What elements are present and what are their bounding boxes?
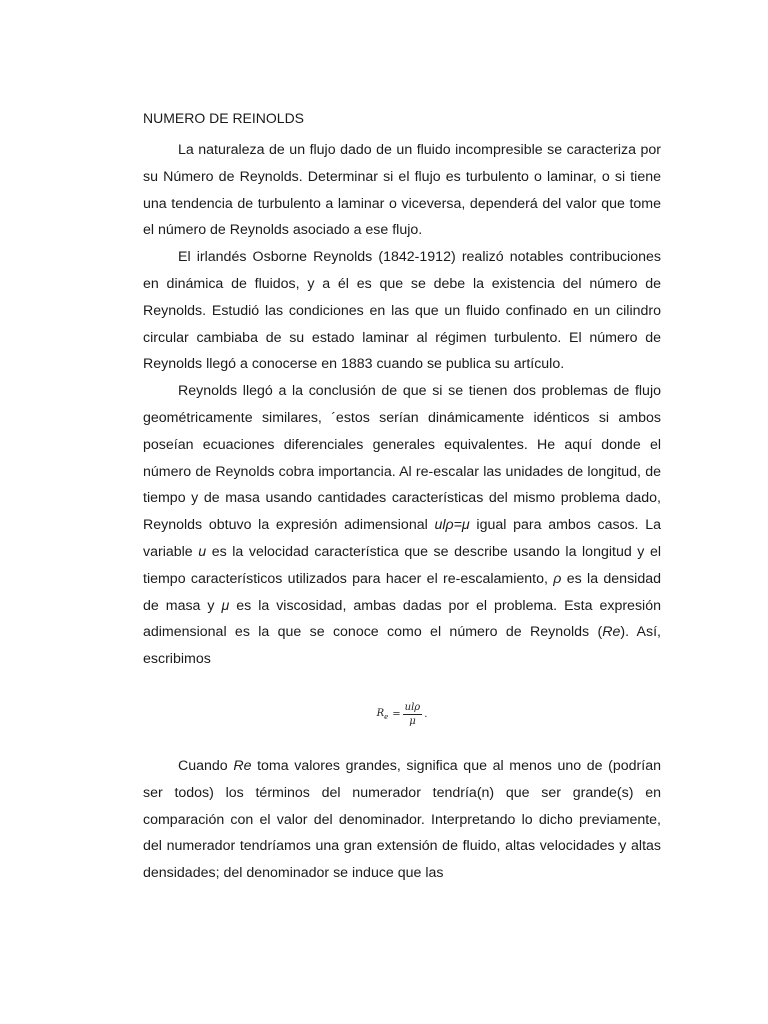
paragraph-3-text-6: ). Así, escribimos [143,624,662,668]
variable-u: u [198,543,207,560]
paragraph-3 [143,378,661,673]
paragraph-3-text-4: es la densidad de masa y [143,570,661,614]
variable-re: Re [602,624,621,641]
expression-ulrho-mu: ulρ=μ [434,517,470,534]
formula-fraction [403,702,423,728]
formula-lhs-subscript: e [384,713,389,722]
variable-rho: ρ [553,570,562,587]
paragraph-1: La naturaleza de un flujo dado de un fluido incompresible se caracteriza por su Número de Reynolds. Determinar si el flujo es turbulento o laminar, o si tiene una tendencia de turbulento a laminar o viceversa, dependerá del valor que tome el número de Reynolds asociado a ese flujo. [143,142,661,239]
paragraph-3-text-1: Reynolds llegó a la conclusión de que si se tienen dos problemas de flujo geométricamente similares, ´estos serían dinámicamente idénticos si ambos poseían ecuaciones diferenciales generales equivalentes. He aquí donde el número de Reynolds cobra importancia. Al re-escalar las unidades de longitud, de tiempo y de masa usando cantidades características del mismo problema dado, Reynolds obtuvo la expresión adimensional [143,383,661,534]
paragraph-3-text-3: es la velocidad característica que se describe usando la longitud y el tiempo característicos utilizados para hacer el re-escalamiento, [143,543,661,587]
paragraph-2: El irlandés Osborne Reynolds (1842-1912) realizó notables contribuciones en dinámica de fluidos, y a él es que se debe la existencia del número de Reynolds. Estudió las condiciones en las que un fluido confinado en un cilindro circular cambiaba de su estado laminar al régimen turbulento. El número de Reynolds llegó a conocerse en 1883 cuando se publica su artículo. [143,249,661,373]
formula-equals: = [392,709,401,721]
paragraph-3-text-5: es la viscosidad, ambas dadas por el problema. Esta expresión adimensional es la que se conoce como el número de Reynolds ( [143,597,661,641]
paragraph-4 [143,753,661,887]
paragraph-4-text-2: toma valores grandes, significa que al menos uno de (podrían ser todos) los términos del numerador tendría(n) que ser grande(s) en comparación con el valor del denominador. Interpretando lo dicho previamente, del numerador tendríamos una gran extensión de fluido, altas velocidades y altas densidades; del denominador se induce que las [143,757,661,882]
document-page [143,108,661,887]
paragraph-4-text-1: Cuando [178,757,234,774]
variable-re: Re [233,757,252,774]
formula-period: . [424,709,428,721]
paragraph-3-text-2: igual para ambos casos. La variable [143,517,661,560]
variable-mu: μ [221,597,230,614]
formula-lhs: $R_e$ [376,708,389,722]
formula-numerator: ulρ [404,701,421,713]
page-title: NUMERO DE REINOLDS [143,110,305,126]
formula-denominator: μ [409,715,416,727]
reynolds-formula [143,681,661,749]
